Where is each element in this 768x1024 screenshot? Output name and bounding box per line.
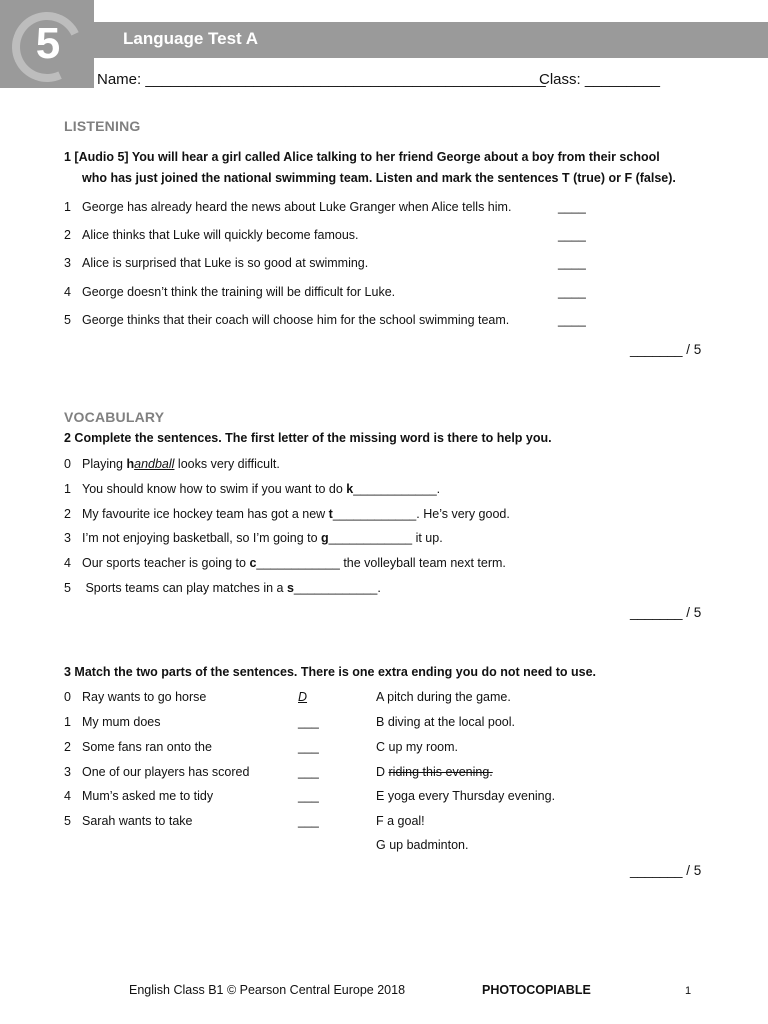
footer-photocopiable: PHOTOCOPIABLE — [482, 983, 591, 997]
ending-text: yoga every Thursday evening. — [387, 789, 556, 803]
matching-item-text: Some fans ran onto the — [82, 740, 212, 754]
vocabulary-item-number: 3 — [64, 531, 71, 545]
ending-letter: E — [376, 789, 385, 803]
ending-letter: D — [376, 765, 386, 779]
vocabulary-item-post: . He’s very good. — [416, 507, 510, 521]
vocabulary-item-pre: My favourite ice hockey team has got a new — [82, 507, 329, 521]
matching-score: _______ / 5 — [630, 863, 702, 878]
vocabulary-first-letter: h — [126, 457, 135, 471]
ending-letter: B — [376, 715, 385, 729]
ending-text-used: riding this evening. — [388, 765, 493, 779]
name-field: Name: ________________________________________________ — [97, 71, 546, 88]
vocabulary-item — [82, 556, 506, 570]
vocabulary-answer-blank[interactable]: ____________ — [353, 482, 437, 496]
matching-answer-blank[interactable]: ___ — [298, 765, 319, 779]
vocabulary-first-letter: g — [321, 531, 329, 545]
vocabulary-first-letter: k — [346, 482, 354, 496]
vocabulary-item-post: the volleyball team next term. — [339, 556, 506, 570]
matching-answer-blank[interactable]: ___ — [298, 814, 319, 828]
listening-item-number: 4 — [64, 285, 71, 299]
matching-item-text: Sarah wants to take — [82, 814, 193, 828]
vocabulary-answer-blank[interactable]: ____________ — [328, 531, 413, 545]
listening-answer-blank[interactable]: ____ — [558, 313, 586, 327]
matching-item-text: Mum’s asked me to tidy — [82, 789, 214, 803]
matching-item-text: My mum does — [82, 715, 161, 729]
class-field: Class: _________ — [539, 71, 660, 88]
listening-item-text: Alice thinks that Luke will quickly become famous. — [82, 228, 359, 242]
listening-answer-blank[interactable]: ____ — [558, 228, 586, 242]
ending-letter: G — [376, 838, 386, 852]
ending-text: up my room. — [388, 740, 458, 754]
matching-instruction: 3 Match the two parts of the sentences. There is one extra ending you do not need to use. — [64, 665, 597, 679]
vocabulary-item — [82, 507, 510, 521]
listening-answer-blank[interactable]: ____ — [558, 200, 586, 214]
footer-copyright: English Class B1 © Pearson Central Europe 2018 — [129, 983, 406, 997]
vocabulary-score: _______ / 5 — [630, 605, 702, 620]
matching-ending — [376, 814, 425, 828]
vocabulary-item-number: 4 — [64, 556, 71, 570]
vocabulary-item — [82, 457, 280, 471]
vocabulary-item-number: 2 — [64, 507, 71, 521]
vocabulary-example-answer: andball — [134, 457, 175, 471]
vocabulary-instruction: 2 Complete the sentences. The first letter of the missing word is there to help you. — [64, 431, 552, 445]
listening-item-number: 1 — [64, 200, 71, 214]
matching-item-number: 1 — [64, 715, 71, 729]
listening-instruction — [64, 147, 676, 189]
matching-item-number: 4 — [64, 789, 71, 803]
ending-letter: A — [376, 690, 384, 704]
vocabulary-answer-blank[interactable]: ____________ — [332, 507, 417, 521]
vocabulary-item-pre: Playing — [82, 457, 127, 471]
matching-item-text: Ray wants to go horse — [82, 690, 207, 704]
listening-item-text: George thinks that their coach will choose him for the school swimming team. — [82, 313, 510, 327]
vocabulary-first-letter: c — [249, 556, 257, 570]
matching-ending — [376, 715, 515, 729]
matching-answer-blank[interactable]: ___ — [298, 715, 319, 729]
page-title: Language Test A — [123, 29, 259, 48]
vocabulary-first-letter: t — [328, 507, 333, 521]
listening-score: _______ / 5 — [630, 342, 702, 357]
matching-item-number: 2 — [64, 740, 71, 754]
ending-text: a goal! — [387, 814, 425, 828]
ending-text: up badminton. — [389, 838, 469, 852]
vocabulary-item-post: . — [436, 482, 441, 496]
listening-instruction-line1: 1 [Audio 5] You will hear a girl called Alice talking to her friend George about a boy from their school — [64, 150, 660, 164]
matching-ending — [376, 789, 555, 803]
listening-instruction-line2: who has just joined the national swimming team. Listen and mark the sentences T (true) or F (false). — [82, 171, 676, 185]
matching-answer-blank[interactable]: ___ — [298, 789, 319, 803]
matching-ending — [376, 838, 468, 852]
listening-item-text: Alice is surprised that Luke is so good at swimming. — [82, 256, 369, 270]
listening-answer-blank[interactable]: ____ — [558, 285, 586, 299]
matching-item-number: 3 — [64, 765, 71, 779]
ending-text: pitch during the game. — [387, 690, 511, 704]
vocabulary-answer-blank[interactable]: ____________ — [256, 556, 340, 570]
vocabulary-item-number: 5 — [64, 581, 71, 595]
vocabulary-answer-blank[interactable]: ____________ — [293, 581, 378, 595]
vocabulary-first-letter: s — [286, 581, 294, 595]
listening-item-number: 5 — [64, 313, 71, 327]
vocabulary-heading: VOCABULARY — [64, 409, 165, 425]
listening-item-text: George doesn’t think the training will be difficult for Luke. — [82, 285, 396, 299]
vocabulary-item-post: it up. — [412, 531, 443, 545]
listening-item-number: 2 — [64, 228, 71, 242]
vocabulary-item-post: looks very difficult. — [174, 457, 280, 471]
matching-example-answer: D — [298, 690, 308, 704]
matching-ending — [376, 740, 458, 754]
listening-item-number: 3 — [64, 256, 71, 270]
vocabulary-item-pre: I’m not enjoying basketball, so I’m going to — [82, 531, 322, 545]
vocabulary-item-post: . — [377, 581, 381, 595]
matching-ending — [376, 690, 511, 704]
listening-heading: LISTENING — [64, 118, 141, 134]
page-number: 1 — [685, 985, 692, 997]
ending-letter: C — [376, 740, 386, 754]
vocabulary-item — [82, 581, 381, 595]
matching-ending — [376, 765, 493, 779]
matching-item-number: 0 — [64, 690, 71, 704]
vocabulary-item-number: 1 — [64, 482, 71, 496]
matching-item-text: One of our players has scored — [82, 765, 250, 779]
vocabulary-item-pre: Sports teams can play matches in a — [82, 581, 287, 595]
vocabulary-item-number: 0 — [64, 457, 71, 471]
vocabulary-item-pre: You should know how to swim if you want to do — [82, 482, 347, 496]
vocabulary-item — [82, 482, 440, 496]
matching-item-number: 5 — [64, 814, 71, 828]
ending-text: diving at the local pool. — [387, 715, 515, 729]
vocabulary-item — [82, 531, 443, 545]
matching-answer-blank[interactable]: ___ — [298, 740, 319, 754]
unit-number: 5 — [35, 19, 61, 68]
listening-item-text: George has already heard the news about Luke Granger when Alice tells him. — [82, 200, 512, 214]
vocabulary-item-pre: Our sports teacher is going to — [82, 556, 250, 570]
listening-answer-blank[interactable]: ____ — [558, 256, 586, 270]
ending-letter: F — [376, 814, 384, 828]
